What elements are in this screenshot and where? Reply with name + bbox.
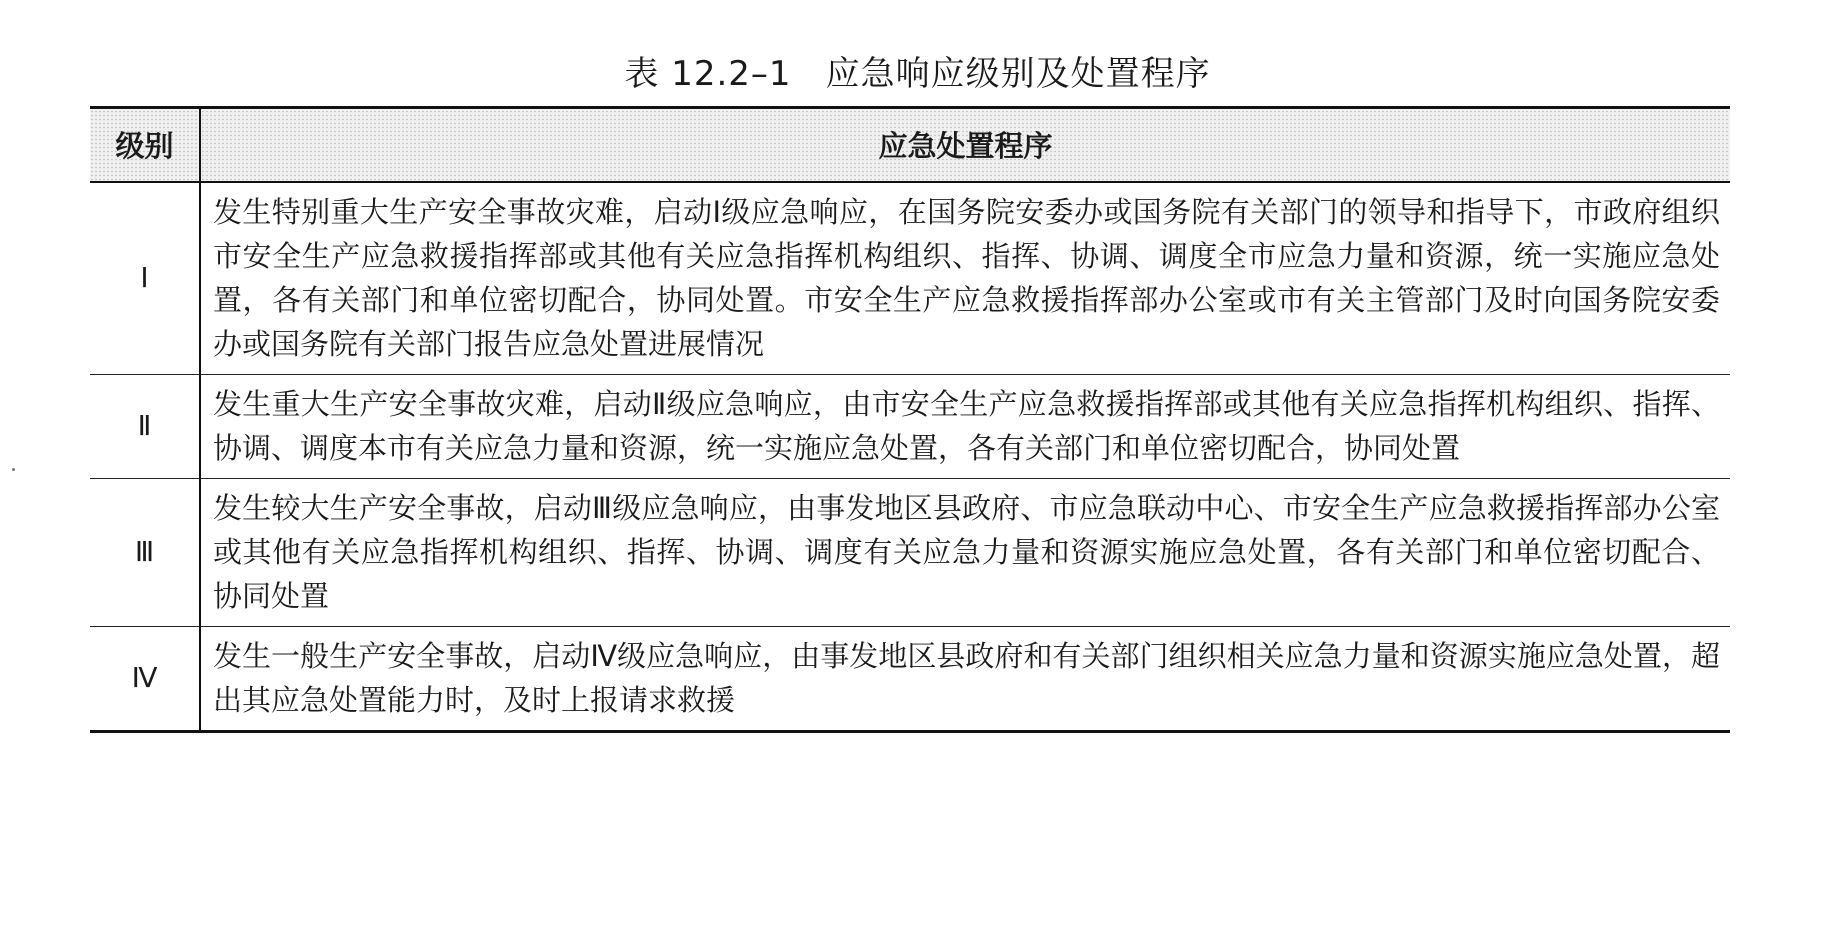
table-row <box>90 374 1730 478</box>
table-row <box>90 478 1730 626</box>
row-level: Ⅱ <box>90 374 200 478</box>
table-row <box>90 626 1730 731</box>
response-level-table <box>90 106 1730 733</box>
row-level: Ⅰ <box>90 182 200 375</box>
row-procedure: 发生重大生产安全事故灾难，启动Ⅱ级应急响应，由市安全生产应急救援指挥部或其他有关应急指挥机构组织、指挥、协调、调度本市有关应急力量和资源，统一实施应急处置，各有关部门和单位密切配合，协同处置 <box>200 374 1730 478</box>
table-title: 应急响应级别及处置程序 <box>825 54 1211 94</box>
row-procedure: 发生一般生产安全事故，启动Ⅳ级应急响应，由事发地区县政府和有关部门组织相关应急力量和资源实施应急处置，超出其应急处置能力时，及时上报请求救援 <box>200 626 1730 731</box>
table-number: 表 12.2–1 <box>624 54 792 94</box>
table-caption <box>0 46 1835 95</box>
header-level: 级别 <box>90 108 200 182</box>
row-procedure: 发生较大生产安全事故，启动Ⅲ级应急响应，由事发地区县政府、市应急联动中心、市安全生产应急救援指挥部办公室或其他有关应急指挥机构组织、指挥、协调、调度有关应急力量和资源实施应急处置，各有关部门和单位密切配合、协同处置 <box>200 478 1730 626</box>
row-level: Ⅲ <box>90 478 200 626</box>
header-procedure: 应急处置程序 <box>200 108 1730 182</box>
table-header-row <box>90 108 1730 182</box>
row-procedure: 发生特别重大生产安全事故灾难，启动Ⅰ级应急响应，在国务院安委办或国务院有关部门的领导和指导下，市政府组织市安全生产应急救援指挥部或其他有关应急指挥机构组织、指挥、协调、调度全市应急力量和资源，统一实施应急处置，各有关部门和单位密切配合，协同处置。市安全生产应急救援指挥部办公室或市有关主管部门及时向国务院安委办或国务院有关部门报告应急处置进展情况 <box>200 182 1730 375</box>
scan-speck <box>12 468 15 471</box>
table <box>90 106 1730 733</box>
table-row <box>90 182 1730 375</box>
row-level: Ⅳ <box>90 626 200 731</box>
